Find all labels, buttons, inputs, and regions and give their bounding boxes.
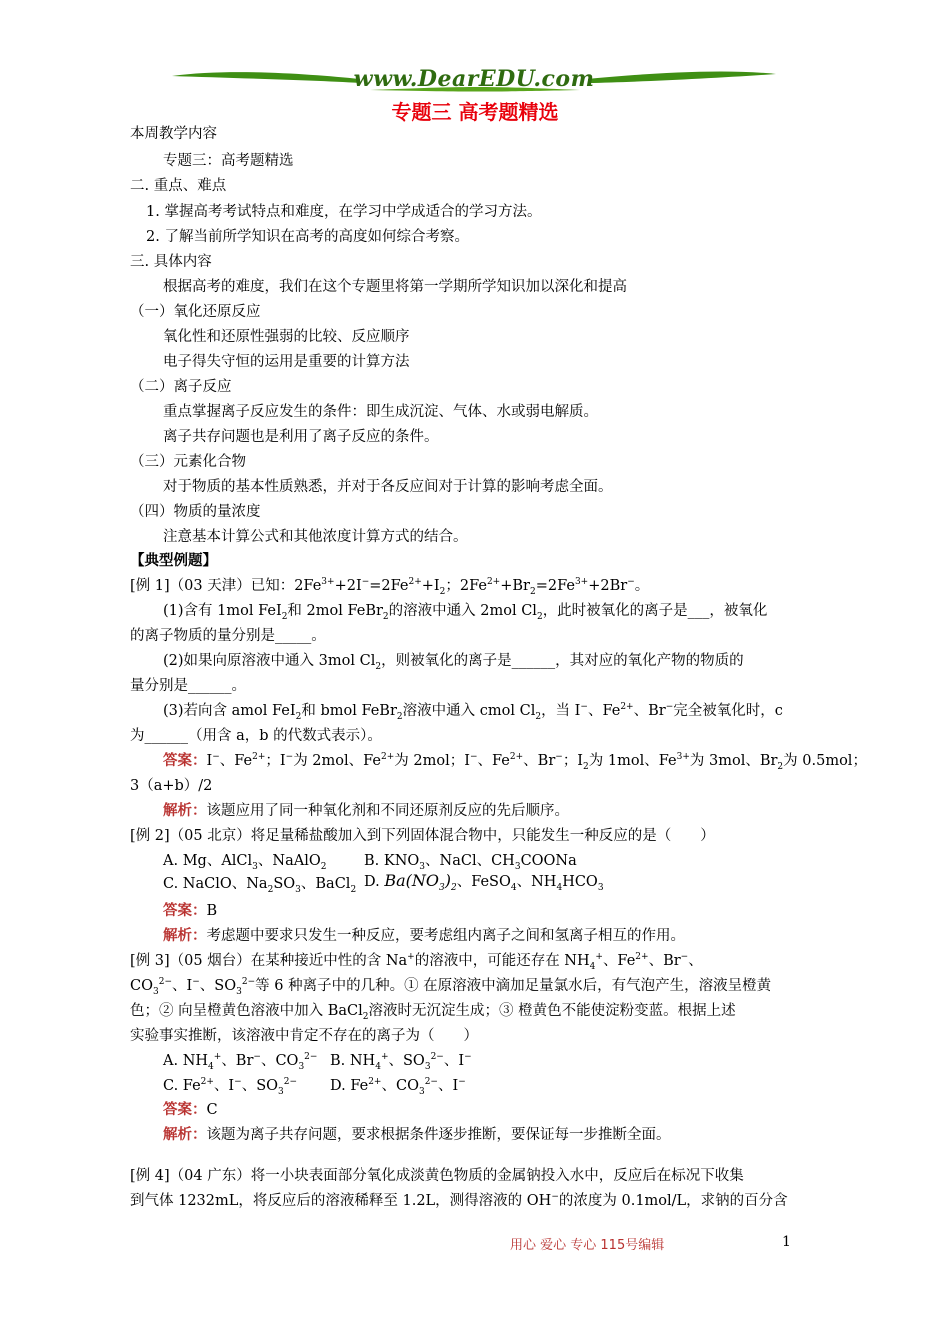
subsection-heading: （四）物质的量浓度 <box>130 504 261 520</box>
examples-heading: 【典型例题】 <box>130 553 217 569</box>
example-1-part-2: (2)如果向原溶液中通入 3mol $Cl_2$，则被氧化的离子是______，其对应的氧化产物的物质的 <box>163 653 744 672</box>
example-1-analysis: 解析：该题应用了同一种氧化剂和不同还原剂反应的先后顺序。 <box>163 803 569 819</box>
text-line: 注意基本计算公式和其他浓度计算方式的结合。 <box>163 529 468 545</box>
example-3-question: [例 3]（05 烟台）在某种接近中性的含 Na+的溶液中，可能还存在 $NH_4^+$、$Fe^{2+}$、Br−、 <box>130 952 703 972</box>
text-line: 离子共存问题也是利用了离子反应的条件。 <box>163 429 439 445</box>
subsection-heading: （二）离子反应 <box>130 379 232 395</box>
text-line: 对于物质的基本性质熟悉，并对于各反应间对于计算的影响考虑全面。 <box>163 479 613 495</box>
example-3-option-b: B. $NH_4^+$、$SO_3^{2-}$、I− <box>330 1052 472 1072</box>
example-3-option-a: A. $NH_4^+$、Br−、$CO_3^{2-}$ <box>163 1052 318 1072</box>
example-2-question: [例 2]（05 北京）将足量稀盐酸加入到下列固体混合物中，只能发生一种反应的是（ ） <box>130 828 715 844</box>
logo-text: www.DearEDU.com <box>353 66 595 92</box>
list-item: 1. 掌握高考考试特点和难度，在学习中学成适合的学习方法。 <box>146 204 542 220</box>
page-footer: 用心 爱心 专心 115号编辑 <box>510 1238 665 1253</box>
example-1-question: [例 1]（03 天津）已知：$2Fe^{3+}+2I^-=2Fe^{2+}+I_2$；$2Fe^{2+}+Br_2=2Fe^{3+}+2Br^-$。 <box>130 577 650 597</box>
example-2-analysis: 解析：考虑题中要求只发生一种反应，要考虑组内离子之间和氢离子相互的作用。 <box>163 928 685 944</box>
section-heading: 本周教学内容 <box>130 126 217 142</box>
example-2-option-a: A. Mg、AlCl$_3$、NaAlO$_2$ <box>163 853 327 872</box>
example-3-question-cont: 色；② 向呈橙黄色溶液中加入 BaCl$_2$溶液时无沉淀生成；③ 橙黄色不能使淀粉变蓝。根据上述 <box>130 1003 736 1022</box>
example-4-question: [例 4]（04 广东）将一小块表面部分氧化成淡黄色物质的金属钠投入水中，反应后在标况下收集 <box>130 1168 744 1184</box>
example-2-option-c: C. NaClO、$Na_2SO_3$、BaCl$_2$ <box>163 876 357 895</box>
example-1-answer-cont: 3（a+b）/2 <box>130 778 213 794</box>
example-1-part-3: (3)若向含 amol FeI$_2$和 bmol FeBr$_2$溶液中通入 cmol $Cl_2$，当 I−、$Fe^{2+}$、Br−完全被氧化时，c <box>163 702 783 722</box>
example-1-part-3-cont: 为______（用含 a，b 的代数式表示）。 <box>130 728 382 744</box>
example-4-question-cont: 到气体 1232mL，将反应后的溶液稀释至 1.2L，测得溶液的 OH−的浓度为 0.1mol/L，求钠的百分含 <box>130 1192 788 1209</box>
list-item: 2. 了解当前所学知识在高考的高度如何综合考察。 <box>146 229 469 245</box>
example-1-part-1-cont: 的离子物质的量分别是_____。 <box>130 628 326 644</box>
example-2-option-d: D. $Ba(NO_3)_2$、FeSO$_4$、$NH_4HCO_3$ <box>364 871 604 894</box>
page-title: 专题三 高考题精选 <box>391 100 559 124</box>
text-line: 氧化性和还原性强弱的比较、反应顺序 <box>163 329 410 345</box>
page-number: 1 <box>782 1234 791 1250</box>
text-line: 电子得失守恒的运用是重要的计算方法 <box>163 354 410 370</box>
subsection-heading: （三）元素化合物 <box>130 454 246 470</box>
example-1-part-2-cont: 量分别是______。 <box>130 678 246 694</box>
example-1-answer: 答案：I−、$Fe^{2+}$；I−为 2mol、$Fe^{2+}$为 2mol；I−、$Fe^{2+}$、Br−；$I_2$为 1mol、$Fe^{3+}$为 3mol、$Br_2$为 0.5mol； <box>163 752 867 772</box>
site-logo <box>170 64 778 98</box>
example-3-option-d: D. $Fe^{2+}$、$CO_3^{2-}$、I− <box>330 1077 466 1097</box>
section-heading: 三. 具体内容 <box>130 254 212 270</box>
example-1-part-1: (1)含有 1mol FeI$_2$和 2mol FeBr$_2$的溶液中通入 2mol $Cl_2$，此时被氧化的离子是___，被氧化 <box>163 603 768 622</box>
example-3-analysis: 解析：该题为离子共存问题，要求根据条件逐步推断，要保证每一步推断全面。 <box>163 1127 671 1143</box>
example-3-answer: 答案：C <box>163 1102 218 1118</box>
example-2-answer: 答案：B <box>163 903 218 919</box>
text-line: 专题三：高考题精选 <box>163 153 294 169</box>
text-line: 重点掌握离子反应发生的条件：即生成沉淀、气体、水或弱电解质。 <box>163 404 598 420</box>
example-3-option-c: C. $Fe^{2+}$、I−、$SO_3^{2-}$ <box>163 1077 298 1097</box>
example-2-option-b: B. $KNO_3$、NaCl、$CH_3COONa$ <box>364 853 577 872</box>
section-heading: 二. 重点、难点 <box>130 178 227 194</box>
text-line: 根据高考的难度，我们在这个专题里将第一学期所学知识加以深化和提高 <box>163 279 627 295</box>
example-3-question-cont: $CO_3^{2-}$、I−、$SO_3^{2-}$等 6 种离子中的几种。① 在原溶液中滴加足量氯水后，有气泡产生，溶液呈橙黄 <box>130 977 772 997</box>
subsection-heading: （一）氧化还原反应 <box>130 304 261 320</box>
example-3-question-cont: 实验事实推断，该溶液中肯定不存在的离子为（ ） <box>130 1028 478 1044</box>
